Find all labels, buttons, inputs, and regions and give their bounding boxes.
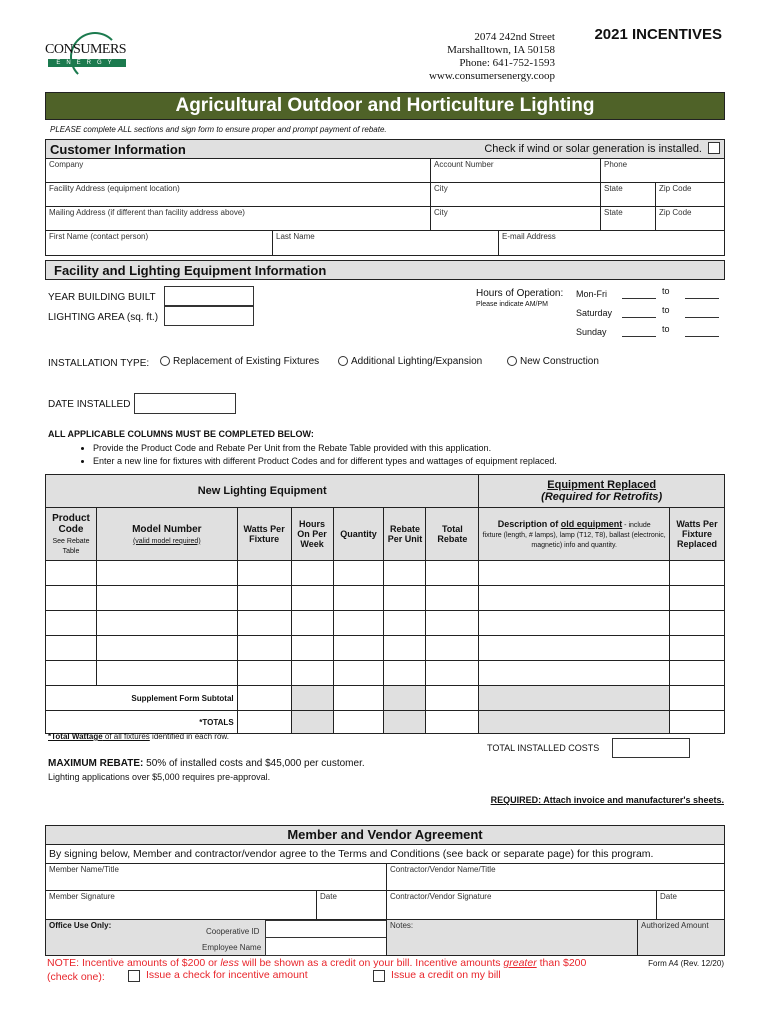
table-cell[interactable] bbox=[333, 561, 384, 586]
check-one-label: (check one): bbox=[47, 971, 105, 983]
label: First Name (contact person) bbox=[49, 232, 149, 241]
col-rebate: Rebate Per Unit bbox=[384, 508, 426, 561]
preapproval-note: Lighting applications over $5,000 requires pre-approval. bbox=[48, 772, 271, 782]
table-cell[interactable] bbox=[479, 636, 670, 661]
employee-name-label: Employee Name bbox=[202, 943, 262, 952]
table-cell[interactable] bbox=[384, 586, 426, 611]
totals-cell bbox=[479, 711, 670, 734]
mailing-state-field[interactable] bbox=[600, 206, 656, 231]
customer-section-header bbox=[45, 139, 725, 159]
table-cell[interactable] bbox=[669, 611, 724, 636]
member-name-field[interactable] bbox=[45, 863, 387, 891]
totals-cell bbox=[384, 711, 426, 734]
table-cell[interactable] bbox=[237, 561, 291, 586]
instruction-item: • Provide the Product Code and Rebate Per Unit from the Rebate Table provided with this application. bbox=[93, 442, 557, 455]
table-cell[interactable] bbox=[291, 561, 333, 586]
table-cell[interactable] bbox=[237, 611, 291, 636]
table-cell[interactable] bbox=[333, 636, 384, 661]
label: State bbox=[604, 208, 623, 217]
table-cell[interactable] bbox=[479, 661, 670, 686]
header-note: fixture (length, # lamps), lamp (T12, T8), ballast (electronic, magnetic) info and quantity. bbox=[482, 532, 666, 549]
first-name-field[interactable] bbox=[45, 230, 273, 256]
facility-address-field[interactable] bbox=[45, 182, 431, 207]
form-number: Form A4 (Rev. 12/20) bbox=[648, 959, 724, 968]
label: Phone bbox=[604, 160, 628, 169]
year-label: 2021 INCENTIVES bbox=[594, 26, 722, 43]
label: Member Name/Title bbox=[49, 865, 119, 874]
radio-label: Replacement of Existing Fixtures bbox=[173, 356, 320, 367]
table-cell[interactable] bbox=[291, 586, 333, 611]
year-built-input[interactable] bbox=[164, 286, 254, 306]
table-cell[interactable] bbox=[333, 661, 384, 686]
subtotal-cell[interactable] bbox=[669, 686, 724, 711]
note-part: greater bbox=[503, 957, 537, 969]
table-cell[interactable] bbox=[46, 636, 97, 661]
footnote-part: identified in each row. bbox=[149, 732, 229, 741]
logo-text: CONSUMERS bbox=[45, 42, 127, 57]
label: Date bbox=[660, 892, 677, 901]
notes-field[interactable] bbox=[386, 919, 638, 956]
vendor-date-field[interactable] bbox=[656, 890, 725, 920]
facility-section-header bbox=[45, 260, 725, 280]
table-cell[interactable] bbox=[384, 661, 426, 686]
required-note: REQUIRED: Attach invoice and manufacturer's sheets. bbox=[490, 795, 724, 805]
subtotal-cell[interactable] bbox=[333, 686, 384, 711]
address-line: 2074 242nd Street bbox=[474, 31, 555, 43]
table-cell[interactable] bbox=[426, 661, 479, 686]
footnote-part: *Total Wattage bbox=[48, 732, 103, 741]
instructions: PLEASE complete ALL sections and sign form to ensure proper and prompt payment of rebate. bbox=[50, 125, 387, 134]
vendor-signature-field[interactable] bbox=[386, 890, 657, 920]
saturday-end-input[interactable] bbox=[685, 317, 719, 318]
incentive-note bbox=[47, 957, 586, 969]
label: State bbox=[604, 184, 623, 193]
to-label: to bbox=[662, 286, 670, 296]
label: Contractor/Vendor Name/Title bbox=[390, 865, 496, 874]
table-row bbox=[46, 561, 725, 586]
label: Notes: bbox=[390, 921, 414, 930]
label: Facility Address (equipment location) bbox=[49, 184, 180, 193]
authorized-amount-field[interactable] bbox=[637, 919, 725, 956]
total-costs-input[interactable] bbox=[612, 738, 690, 758]
max-rebate-text: 50% of installed costs and $45,000 per customer. bbox=[143, 758, 365, 769]
company-field[interactable] bbox=[45, 158, 431, 183]
day-saturday: Saturday bbox=[576, 308, 613, 318]
city-field[interactable] bbox=[430, 182, 601, 207]
mon-fri-end-input[interactable] bbox=[685, 298, 719, 299]
header-note: (valid model required) bbox=[132, 537, 201, 545]
table-cell[interactable] bbox=[426, 586, 479, 611]
subtotal-cell bbox=[479, 686, 670, 711]
col-product-code bbox=[46, 508, 97, 561]
member-date-field[interactable] bbox=[316, 890, 387, 920]
equipment-rows bbox=[46, 561, 725, 686]
replaced-heading bbox=[479, 475, 725, 508]
col-model bbox=[96, 508, 237, 561]
replaced-sub: (Required for Retrofits) bbox=[541, 491, 663, 503]
label: City bbox=[434, 208, 448, 217]
mon-fri-start-input[interactable] bbox=[622, 298, 656, 299]
label: Member Signature bbox=[49, 892, 115, 901]
lighting-area-input[interactable] bbox=[164, 306, 254, 326]
label: Company bbox=[49, 160, 84, 169]
agreement-text bbox=[45, 844, 725, 864]
table-cell[interactable] bbox=[333, 586, 384, 611]
issue-check-label: Issue a check for incentive amount bbox=[146, 969, 308, 981]
logo bbox=[45, 28, 135, 88]
address-line: Marshalltown, IA 50158 bbox=[447, 44, 555, 56]
mailing-city-field[interactable] bbox=[430, 206, 601, 231]
table-cell[interactable] bbox=[96, 586, 237, 611]
radio-label: New Construction bbox=[520, 356, 599, 367]
agreement-heading-text: Member and Vendor Agreement bbox=[287, 827, 483, 842]
radio-icon[interactable] bbox=[338, 356, 348, 366]
vendor-name-field[interactable] bbox=[386, 863, 725, 891]
note-part: will be shown as a credit on your bill. Incentive amounts bbox=[239, 957, 504, 969]
subtotal-cell[interactable] bbox=[237, 686, 291, 711]
max-rebate-label: MAXIMUM REBATE: bbox=[48, 758, 144, 769]
label: Contractor/Vendor Signature bbox=[390, 892, 492, 901]
col-total: Total Rebate bbox=[426, 508, 479, 561]
page-title bbox=[45, 92, 725, 120]
note-part: NOTE: Incentive amounts of $200 or bbox=[47, 957, 221, 969]
sunday-start-input[interactable] bbox=[622, 336, 656, 337]
phone: Phone: 641-752-1593 bbox=[459, 57, 555, 69]
header-label: old equipment bbox=[560, 519, 623, 529]
header-note: - include bbox=[622, 522, 651, 529]
table-cell[interactable] bbox=[291, 611, 333, 636]
label: Zip Code bbox=[659, 208, 692, 217]
date-installed-input[interactable] bbox=[134, 393, 236, 414]
email-field[interactable] bbox=[498, 230, 725, 256]
label: Account Number bbox=[434, 160, 494, 169]
state-field[interactable] bbox=[600, 182, 656, 207]
to-label: to bbox=[662, 305, 670, 315]
table-cell[interactable] bbox=[426, 636, 479, 661]
subtotal-label: Supplement Form Subtotal bbox=[46, 686, 238, 711]
radio-new-construction[interactable] bbox=[507, 356, 599, 367]
phone-field[interactable] bbox=[600, 158, 725, 183]
columns-heading: ALL APPLICABLE COLUMNS MUST BE COMPLETED BELOW: bbox=[48, 429, 314, 439]
header-label: Model Number bbox=[132, 523, 202, 535]
note-part: less bbox=[220, 957, 240, 969]
note-part: than $200 bbox=[536, 957, 587, 969]
radio-icon[interactable] bbox=[160, 356, 170, 366]
agreement-text-content: By signing below, Member and contractor/vendor agree to the Terms and Conditions (see back or separate page) for this program. bbox=[49, 848, 654, 860]
lighting-area-label: LIGHTING AREA (sq. ft.) bbox=[48, 312, 159, 323]
label: Mailing Address (if different than facility address above) bbox=[49, 208, 245, 217]
table-cell[interactable] bbox=[96, 636, 237, 661]
table-cell[interactable] bbox=[384, 561, 426, 586]
last-name-field[interactable] bbox=[272, 230, 499, 256]
new-equipment-heading: New Lighting Equipment bbox=[46, 475, 479, 508]
agreement-heading bbox=[45, 825, 725, 845]
coop-id-input[interactable] bbox=[265, 920, 387, 938]
radio-icon[interactable] bbox=[507, 356, 517, 366]
totals-cell[interactable] bbox=[426, 711, 479, 734]
header-label: Description of bbox=[497, 519, 561, 529]
footnote-part: of all fixtures bbox=[102, 732, 150, 741]
table-cell[interactable] bbox=[669, 661, 724, 686]
member-signature-field[interactable] bbox=[45, 890, 317, 920]
saturday-start-input[interactable] bbox=[622, 317, 656, 318]
wind-solar-label: Check if wind or solar generation is installed. bbox=[484, 143, 702, 155]
date-installed-label: DATE INSTALLED bbox=[48, 399, 131, 410]
issue-credit-checkbox[interactable] bbox=[373, 970, 385, 982]
totals-cell[interactable] bbox=[237, 711, 291, 734]
instruction-item: • Enter a new line for fixtures with different Product Codes and for different types and wattages of equipment replaced. bbox=[93, 455, 557, 468]
table-cell[interactable] bbox=[426, 611, 479, 636]
table-cell[interactable] bbox=[669, 636, 724, 661]
table-cell[interactable] bbox=[46, 586, 97, 611]
header-label: Product Code bbox=[52, 513, 90, 535]
table-row bbox=[46, 636, 725, 661]
mailing-address-field[interactable] bbox=[45, 206, 431, 231]
website: www.consumersenergy.coop bbox=[428, 70, 555, 82]
address-block bbox=[429, 31, 555, 83]
to-label: to bbox=[662, 324, 670, 334]
table-cell[interactable] bbox=[237, 636, 291, 661]
hours-label: Hours of Operation: bbox=[476, 288, 564, 299]
col-hours: Hours On Per Week bbox=[291, 508, 333, 561]
col-watts: Watts Per Fixture bbox=[237, 508, 291, 561]
totals-cell[interactable] bbox=[333, 711, 384, 734]
table-cell[interactable] bbox=[237, 661, 291, 686]
totals-cell[interactable] bbox=[669, 711, 724, 734]
max-rebate bbox=[48, 758, 365, 769]
header-note: See Rebate Table bbox=[52, 538, 90, 555]
label: Zip Code bbox=[659, 184, 692, 193]
replaced-title: Equipment Replaced bbox=[547, 479, 657, 491]
page-title-text: Agricultural Outdoor and Horticulture Lighting bbox=[175, 95, 595, 116]
table-cell[interactable] bbox=[333, 611, 384, 636]
table-row bbox=[46, 611, 725, 636]
subtotal-cell bbox=[291, 686, 333, 711]
radio-replacement[interactable] bbox=[160, 356, 319, 367]
table-cell[interactable] bbox=[46, 611, 97, 636]
day-sunday: Sunday bbox=[576, 327, 607, 337]
subtotal-cell[interactable] bbox=[426, 686, 479, 711]
employee-name-input[interactable] bbox=[265, 937, 387, 956]
hours-note: Please indicate AM/PM bbox=[476, 301, 548, 308]
col-watts-replaced: Watts Per Fixture Replaced bbox=[669, 508, 724, 561]
customer-heading: Customer Information bbox=[50, 142, 186, 157]
totals-cell bbox=[291, 711, 333, 734]
coop-id-label: Cooperative ID bbox=[206, 927, 260, 936]
table-cell[interactable] bbox=[479, 611, 670, 636]
issue-check-checkbox[interactable] bbox=[128, 970, 140, 982]
table-row bbox=[46, 661, 725, 686]
logo-sub: ENERGY bbox=[48, 59, 126, 67]
table-cell[interactable] bbox=[46, 661, 97, 686]
office-use-label: Office Use Only: bbox=[49, 921, 112, 930]
col-description bbox=[479, 508, 670, 561]
day-mon-fri: Mon-Fri bbox=[576, 289, 607, 299]
table-cell[interactable] bbox=[46, 561, 97, 586]
facility-heading: Facility and Lighting Equipment Information bbox=[54, 263, 327, 278]
table-row bbox=[46, 586, 725, 611]
instruction-list bbox=[93, 442, 557, 468]
table-cell[interactable] bbox=[96, 611, 237, 636]
table-cell[interactable] bbox=[426, 561, 479, 586]
label: City bbox=[434, 184, 448, 193]
label: Authorized Amount bbox=[641, 921, 709, 930]
equipment-table bbox=[45, 474, 725, 734]
zip-field[interactable] bbox=[655, 182, 725, 207]
table-cell[interactable] bbox=[479, 561, 670, 586]
col-quantity: Quantity bbox=[333, 508, 384, 561]
radio-label: Additional Lighting/Expansion bbox=[351, 356, 483, 367]
table-cell[interactable] bbox=[291, 661, 333, 686]
install-type-label: INSTALLATION TYPE: bbox=[48, 358, 150, 369]
issue-credit-label: Issue a credit on my bill bbox=[391, 969, 501, 981]
label: Date bbox=[320, 892, 337, 901]
mailing-zip-field[interactable] bbox=[655, 206, 725, 231]
wattage-footnote bbox=[48, 732, 229, 741]
wind-solar-checkbox[interactable] bbox=[708, 142, 720, 154]
table-cell[interactable] bbox=[384, 636, 426, 661]
subtotal-cell bbox=[384, 686, 426, 711]
table-cell[interactable] bbox=[479, 586, 670, 611]
table-cell[interactable] bbox=[237, 586, 291, 611]
table-cell[interactable] bbox=[384, 611, 426, 636]
year-built-label: YEAR BUILDING BUILT bbox=[48, 292, 156, 303]
totals-label: *TOTALS bbox=[46, 711, 238, 734]
label: Last Name bbox=[276, 232, 315, 241]
label: E-mail Address bbox=[502, 232, 556, 241]
account-number-field[interactable] bbox=[430, 158, 601, 183]
table-cell[interactable] bbox=[291, 636, 333, 661]
table-cell[interactable] bbox=[669, 586, 724, 611]
table-cell[interactable] bbox=[669, 561, 724, 586]
sunday-end-input[interactable] bbox=[685, 336, 719, 337]
total-costs-label: TOTAL INSTALLED COSTS bbox=[487, 743, 600, 753]
radio-additional[interactable] bbox=[338, 356, 482, 367]
table-cell[interactable] bbox=[96, 561, 237, 586]
table-cell[interactable] bbox=[96, 661, 237, 686]
